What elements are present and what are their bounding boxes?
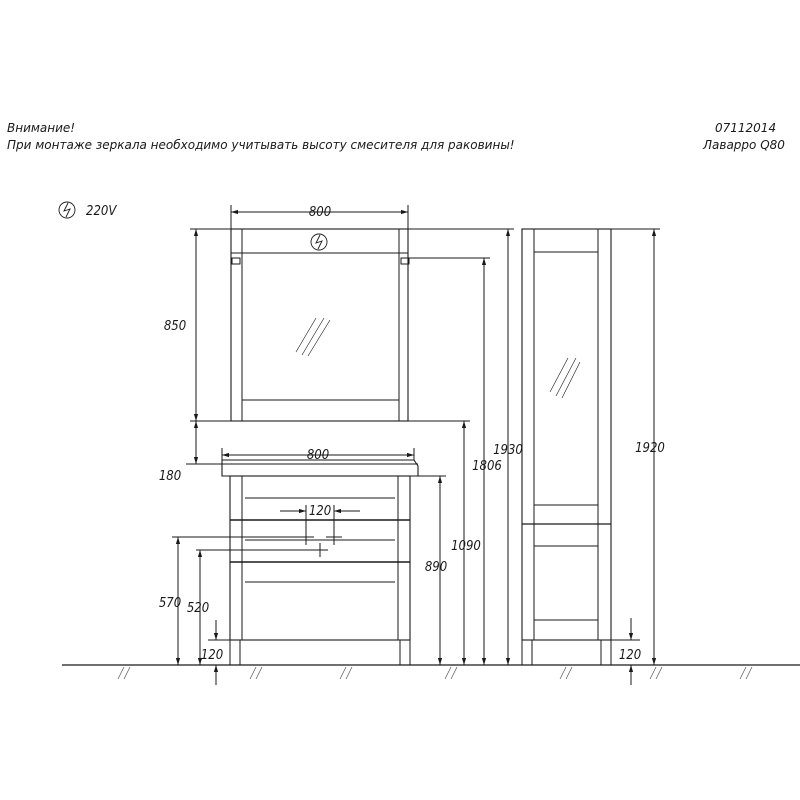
- column-1920-label: 1920: [635, 441, 665, 456]
- warning-title: Внимание!: [7, 121, 76, 135]
- total-1806-label: 1806: [472, 459, 502, 474]
- faucet-spacing-label: 120: [308, 504, 332, 519]
- total-1930-label: 1930: [493, 443, 523, 458]
- mirror-width-label: 800: [308, 205, 332, 220]
- height-570-label: 570: [158, 596, 182, 611]
- mirror-power-icon: [311, 234, 327, 250]
- leg-height-left-label: 120: [200, 648, 224, 663]
- power-socket-icon: [59, 202, 75, 218]
- column-height-dimension: [611, 229, 660, 685]
- sink-width-label: 800: [306, 448, 330, 463]
- column-cabinet: [522, 229, 611, 665]
- cabinet-890-label: 890: [424, 560, 448, 575]
- height-520-label: 520: [186, 601, 210, 616]
- floor-line: [62, 665, 800, 679]
- document-code: 07112014: [715, 121, 777, 135]
- warning-text: При монтаже зеркала необходимо учитывать высоту смесителя для раковины!: [7, 138, 515, 152]
- model-name: Лаварро Q80: [703, 138, 785, 152]
- gap-dimension: [186, 421, 222, 464]
- gap-height-label: 180: [158, 469, 182, 484]
- leg-height-right-label: 120: [618, 648, 642, 663]
- mirror: [231, 229, 409, 421]
- mirror-height-label: 850: [163, 319, 187, 334]
- power-label: 220V: [86, 204, 117, 219]
- mirror-height-dimension: [190, 229, 231, 421]
- vanity-height-dimensions: [196, 229, 514, 665]
- cabinet-1090-label: 1090: [451, 539, 481, 554]
